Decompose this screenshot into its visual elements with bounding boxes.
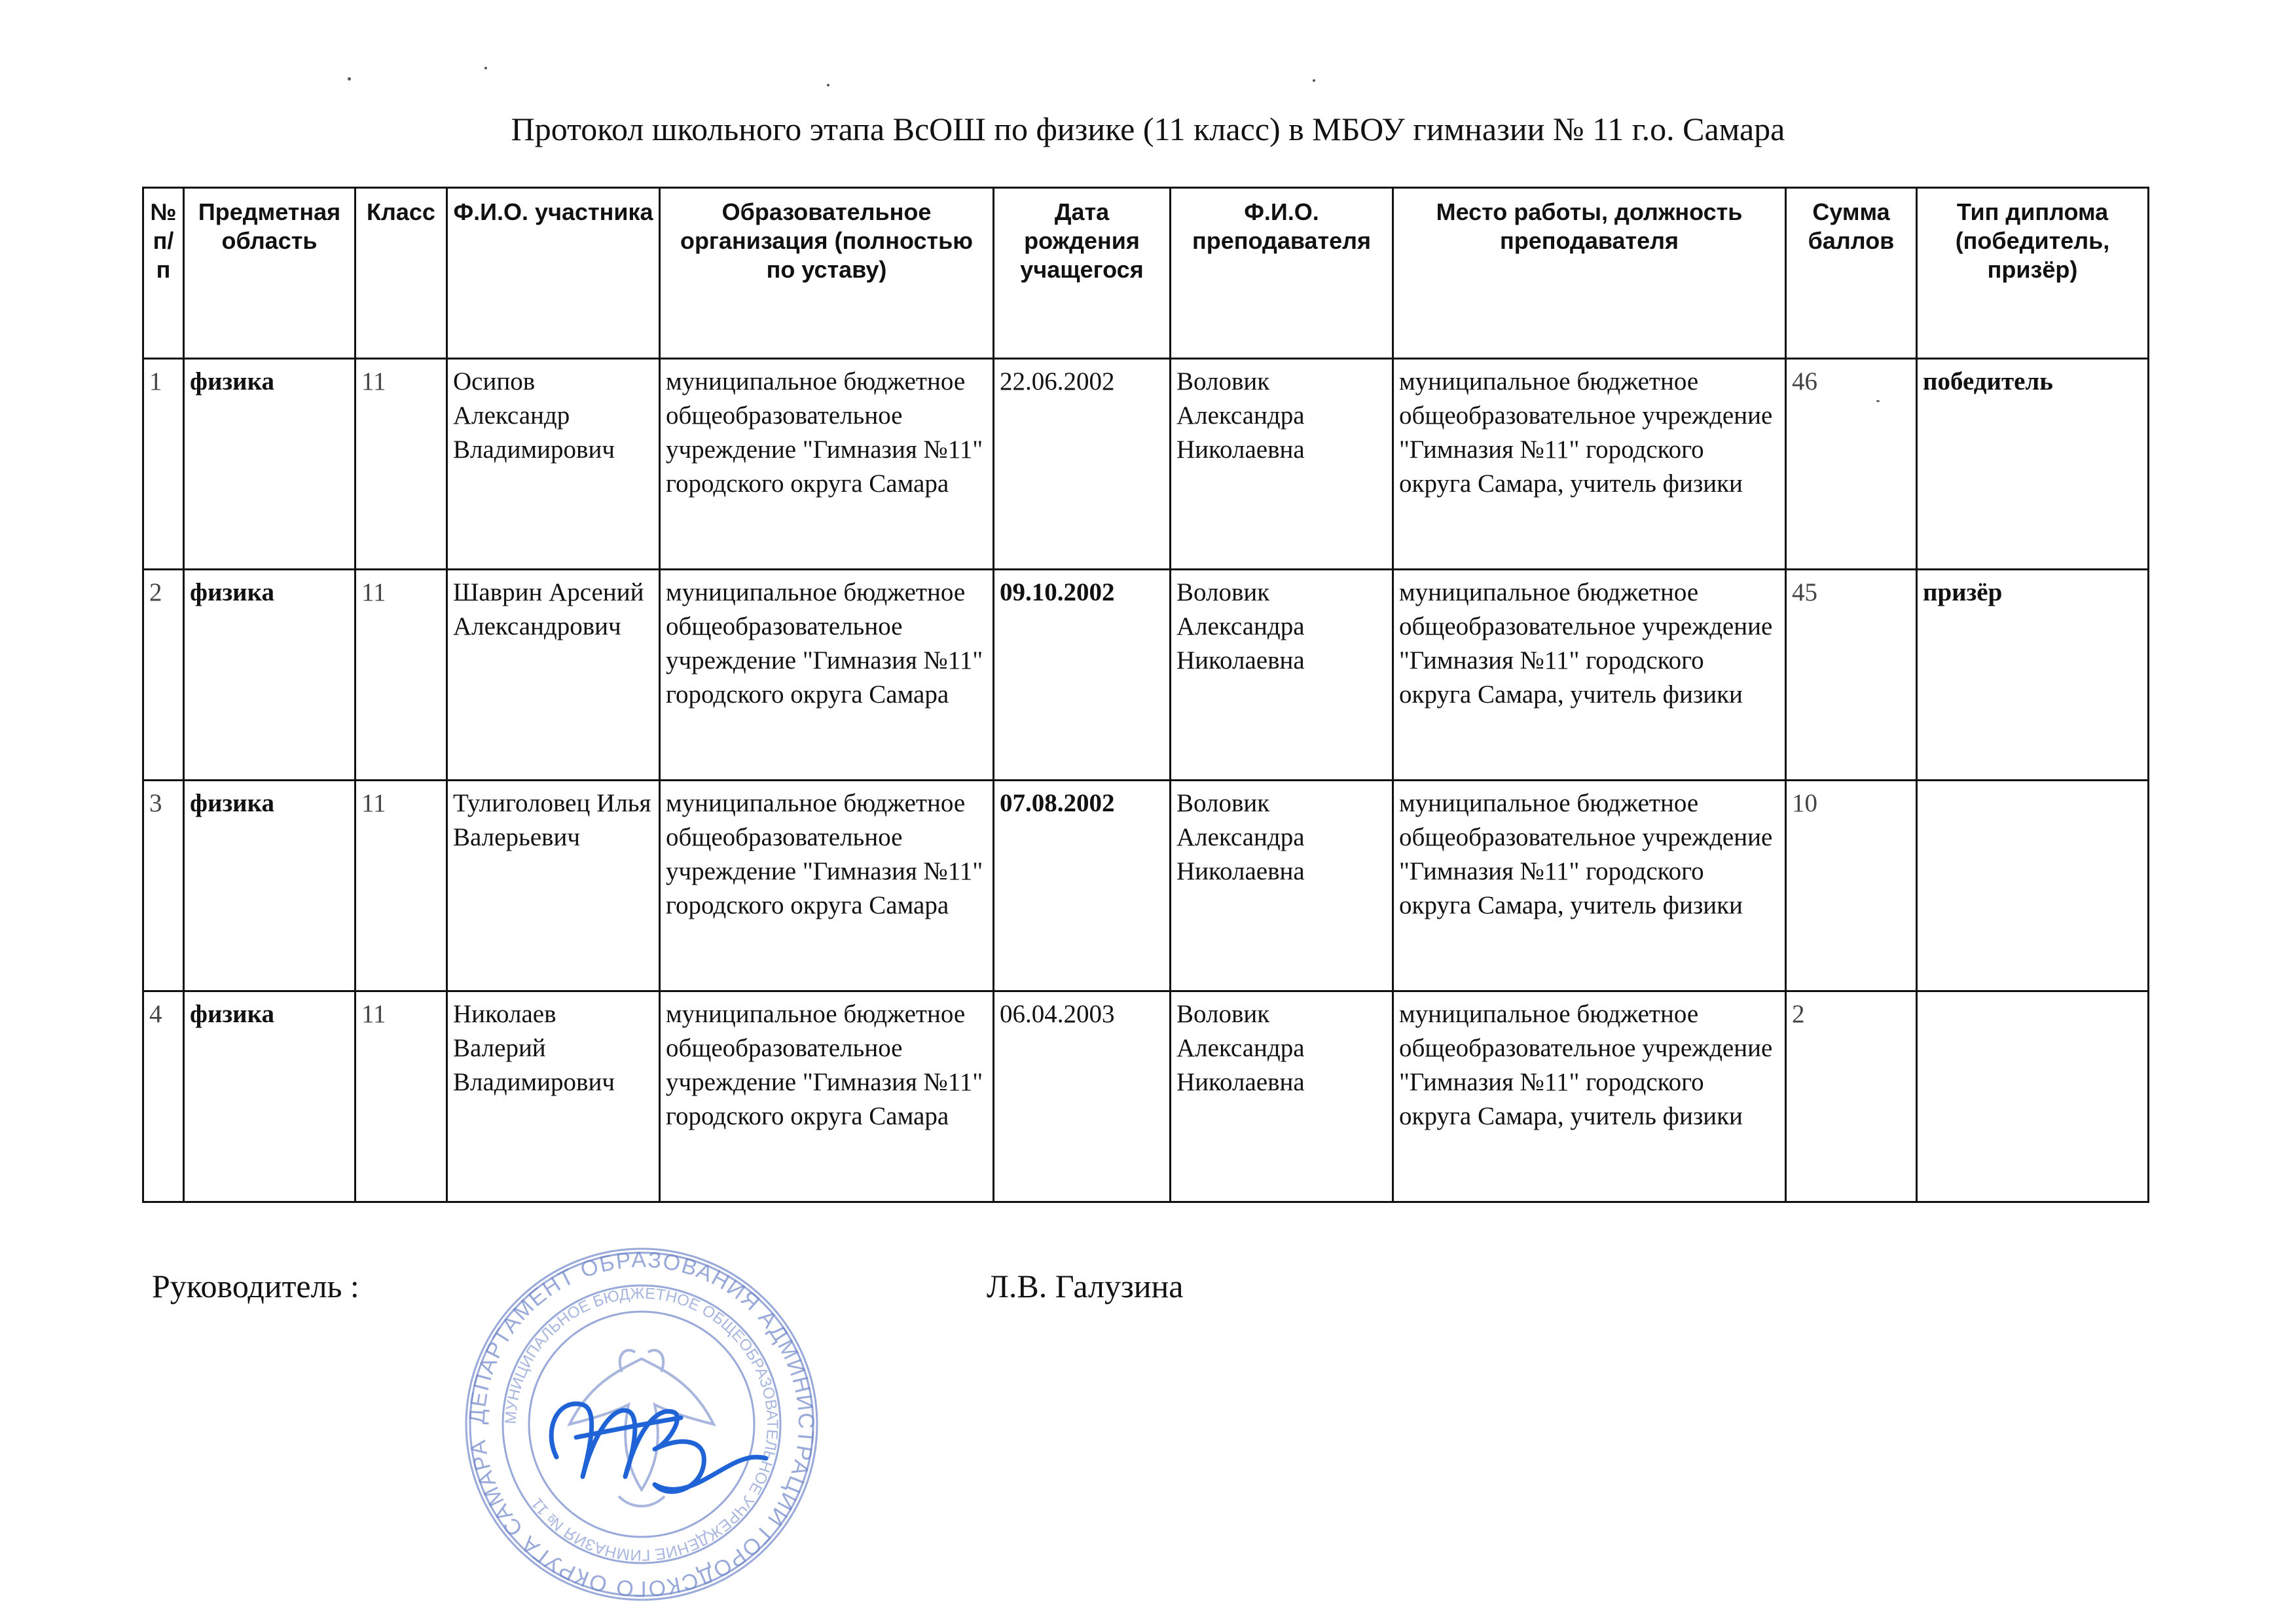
scan-speck — [1876, 400, 1880, 402]
cell-grade: 11 — [355, 570, 447, 781]
cell-score: 2 — [1786, 991, 1917, 1202]
cell-participant: Шаврин Арсений Александрович — [447, 570, 660, 781]
table-row — [143, 570, 2149, 781]
cell-number: 4 — [143, 991, 184, 1202]
table-row — [143, 781, 2149, 991]
col-header-diploma: Тип диплома (победитель, призёр) — [1917, 188, 2149, 359]
col-header-teacher: Ф.И.О. преподавателя — [1171, 188, 1393, 359]
cell-diploma — [1917, 781, 2149, 991]
cell-organization: муниципальное бюджетное общеобразовательное учреждение "Гимназия №11" городского округа Самара — [660, 991, 994, 1202]
table-row — [143, 359, 2149, 570]
footer-head-label: Руководитель : — [152, 1268, 359, 1304]
scan-speck — [1313, 79, 1315, 82]
table-row — [143, 991, 2149, 1202]
cell-participant: Тулиголовец Илья Валерьевич — [447, 781, 660, 991]
scan-speck — [827, 84, 829, 86]
cell-teacher: Воловик Александра Николаевна — [1171, 570, 1393, 781]
cell-workplace: муниципальное бюджетное общеобразовательное учреждение "Гимназия №11" городского округа Самара, учитель физики — [1393, 781, 1786, 991]
scan-speck — [348, 77, 351, 81]
cell-organization: муниципальное бюджетное общеобразовательное учреждение "Гимназия №11" городского округа Самара — [660, 359, 994, 570]
cell-diploma — [1917, 991, 2149, 1202]
col-header-birthdate: Дата рождения учащегося — [994, 188, 1171, 359]
cell-number: 1 — [143, 359, 184, 570]
col-header-organization: Образовательное организация (полностью по уставу) — [660, 188, 994, 359]
col-header-subject: Предметная область — [184, 188, 355, 359]
signature — [551, 1404, 766, 1492]
cell-teacher: Воловик Александра Николаевна — [1171, 991, 1393, 1202]
cell-participant: Николаев Валерий Владимирович — [447, 991, 660, 1202]
stamp-outer-text: ДЕПАРТАМЕНТ ОБРАЗОВАНИЯ АДМИНИСТРАЦИИ ГОРОДСКОГО ОКРУГА САМАРА — [464, 1247, 819, 1602]
cell-birthdate: 09.10.2002 — [994, 570, 1171, 781]
cell-score: 45 — [1786, 570, 1917, 781]
cell-organization: муниципальное бюджетное общеобразовательное учреждение "Гимназия №11" городского округа Самара — [660, 570, 994, 781]
footer-head-name: Л.В. Галузина — [987, 1268, 1184, 1304]
cell-birthdate: 06.04.2003 — [994, 991, 1171, 1202]
cell-workplace: муниципальное бюджетное общеобразовательное учреждение "Гимназия №11" городского округа Самара, учитель физики — [1393, 991, 1786, 1202]
cell-diploma: призёр — [1917, 570, 2149, 781]
cell-grade: 11 — [355, 991, 447, 1202]
col-header-score: Сумма баллов — [1786, 188, 1917, 359]
cell-diploma: победитель — [1917, 359, 2149, 570]
table-header-row — [143, 188, 2149, 359]
cell-grade: 11 — [355, 359, 447, 570]
cell-score: 10 — [1786, 781, 1917, 991]
cell-teacher: Воловик Александра Николаевна — [1171, 359, 1393, 570]
cell-score: 46 — [1786, 359, 1917, 570]
cell-subject: физика — [184, 570, 355, 781]
official-stamp — [458, 1241, 825, 1608]
cell-birthdate: 22.06.2002 — [994, 359, 1171, 570]
document-title: Протокол школьного этапа ВсОШ по физике (11 класс) в МБОУ гимназии № 11 г.о. Самара — [511, 111, 1785, 147]
cell-subject: физика — [184, 781, 355, 991]
cell-grade: 11 — [355, 781, 447, 991]
cell-workplace: муниципальное бюджетное общеобразовательное учреждение "Гимназия №11" городского округа Самара, учитель физики — [1393, 570, 1786, 781]
cell-subject: физика — [184, 991, 355, 1202]
cell-birthdate: 07.08.2002 — [994, 781, 1171, 991]
stamp-inner-text: МУНИЦИПАЛЬНОЕ БЮДЖЕТНОЕ ОБЩЕОБРАЗОВАТЕЛЬНОЕ УЧРЕЖДЕНИЕ ГИМНАЗИЯ № 11 — [501, 1284, 782, 1564]
cell-participant: Осипов Александр Владимирович — [447, 359, 660, 570]
scan-speck — [484, 67, 487, 69]
cell-organization: муниципальное бюджетное общеобразовательное учреждение "Гимназия №11" городского округа Самара — [660, 781, 994, 991]
cell-number: 2 — [143, 570, 184, 781]
results-table — [142, 187, 2149, 1203]
cell-number: 3 — [143, 781, 184, 991]
col-header-number: № п/п — [143, 188, 184, 359]
col-header-grade: Класс — [355, 188, 447, 359]
cell-teacher: Воловик Александра Николаевна — [1171, 781, 1393, 991]
col-header-participant: Ф.И.О. участника — [447, 188, 660, 359]
col-header-workplace: Место работы, должность преподавателя — [1393, 188, 1786, 359]
cell-subject: физика — [184, 359, 355, 570]
cell-workplace: муниципальное бюджетное общеобразовательное учреждение "Гимназия №11" городского округа Самара, учитель физики — [1393, 359, 1786, 570]
